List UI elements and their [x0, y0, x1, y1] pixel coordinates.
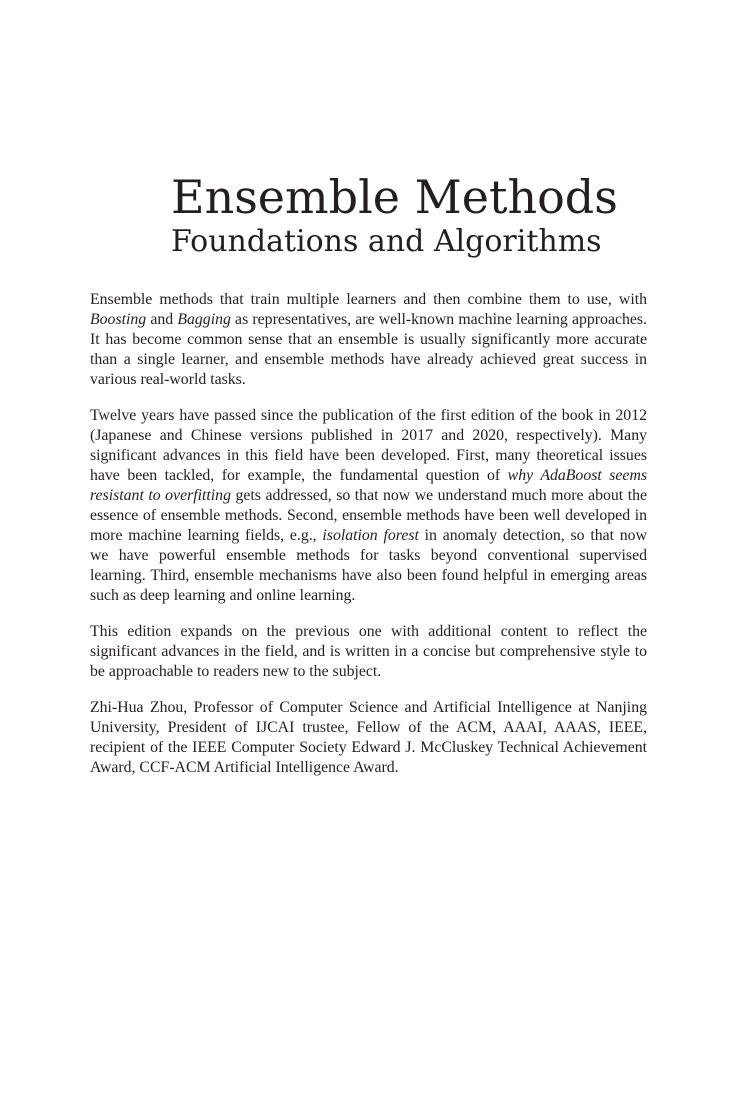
emphasis-isolation-forest: isolation forest: [322, 527, 419, 544]
title-block: [171, 170, 618, 260]
blurb-text: and: [146, 311, 178, 328]
emphasis-boosting: Boosting: [90, 311, 147, 328]
blurb-text: as representatives, are well-known machine learning approaches. It has become common sense that an ensemble is usually significantly more accurate than a single learner, and ensemble methods have already achieved great success in various real-world tasks.: [90, 311, 647, 388]
blurb-body: [90, 290, 647, 794]
blurb-text: This edition expands on the previous one with additional content to reflect the significant advances in the field, and is written in a concise but comprehensive style to be approachable to readers new to the subject.: [90, 623, 647, 680]
blurb-paragraph-edition: [90, 622, 647, 682]
book-title: Ensemble Methods: [171, 170, 618, 224]
blurb-text: in anomaly detection, so that now we have powerful ensemble methods for tasks beyond conventional supervised learning. Third, ensemble mechanisms have also been found helpful in emerging areas such as deep learning and online learning.: [90, 527, 647, 604]
blurb-text: gets addressed, so that now we understand much more about the essence of ensemble methods. Second, ensemble methods have been well developed in more machine learning fields, e.g.,: [90, 487, 648, 544]
author-bio: [90, 698, 647, 778]
emphasis-bagging: Bagging: [177, 311, 231, 328]
emphasis-adaboost-question: why AdaBoost seems resistant to overfitting: [90, 467, 648, 504]
book-subtitle: Foundations and Algorithms: [171, 224, 602, 259]
blurb-text: Twelve years have passed since the publication of the first edition of the book in 2012 (Japanese and Chinese versions published in 2017 and 2020, respectively). Many significant advances in this field have been developed. First, many theoretical issues have been tackled, for example, the fundamental question of: [90, 407, 647, 484]
author-bio-text: Zhi-Hua Zhou, Professor of Computer Science and Artificial Intelligence at Nanjing University, President of IJCAI trustee, Fellow of the ACM, AAAI, AAAS, IEEE, recipient of the IEEE Computer Society Edward J. McCluskey Technical Achievement Award, CCF-ACM Artificial Intelligence Award.: [90, 699, 647, 776]
blurb-paragraph-advances: [90, 406, 647, 606]
blurb-text: Ensemble methods that train multiple learners and then combine them to use, with: [90, 291, 647, 308]
blurb-paragraph-intro: [90, 290, 647, 390]
